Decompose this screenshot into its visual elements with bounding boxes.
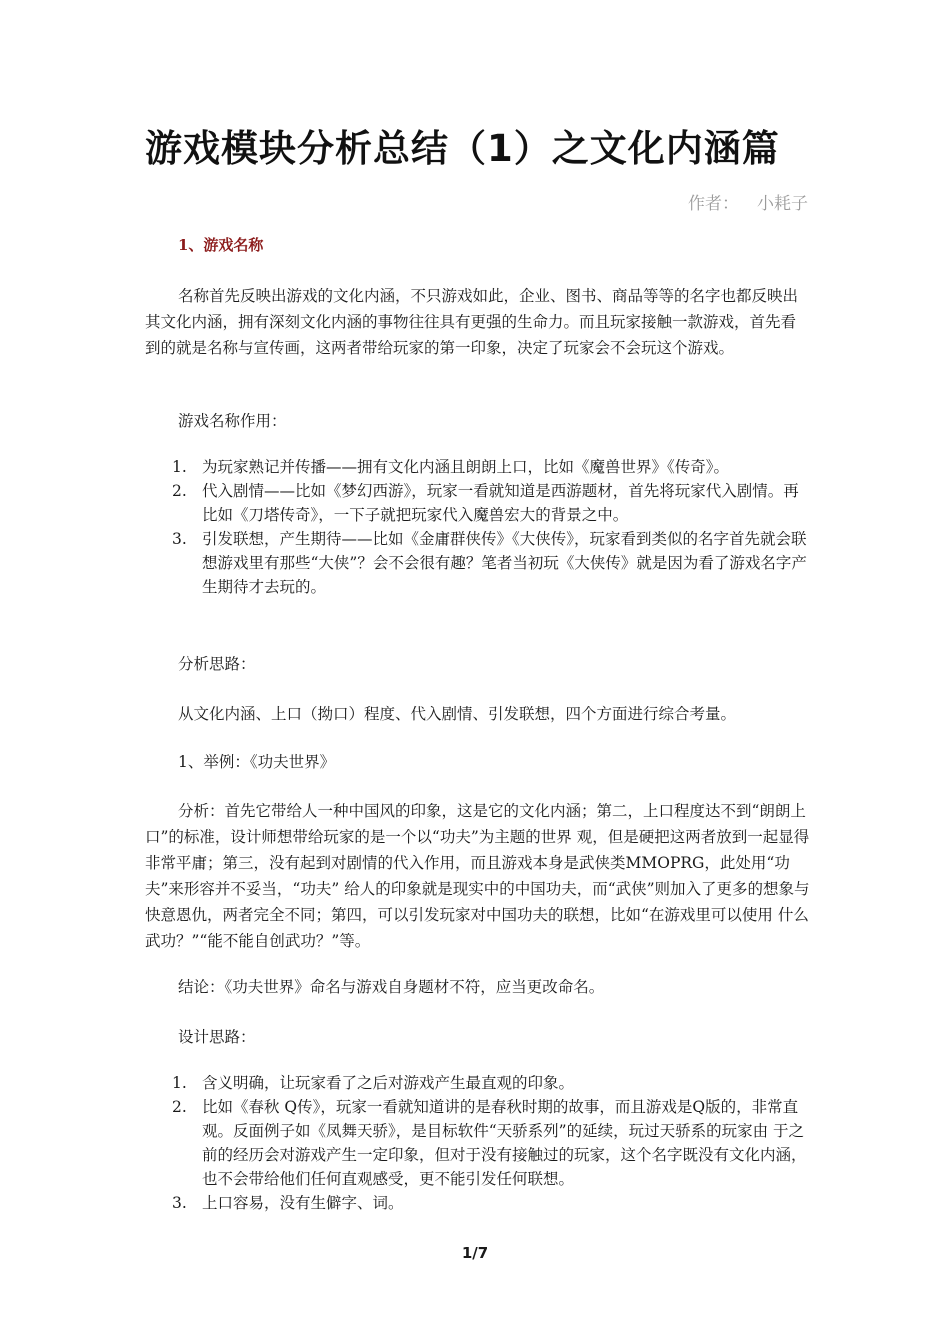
list-number: 2. (172, 482, 187, 500)
section-heading: 1、游戏名称 (178, 236, 264, 254)
list-number: 1. (172, 458, 187, 476)
list-text: 含义明确，让玩家看了之后对游戏产生最直观的印象。 (202, 1074, 575, 1092)
design-list (145, 1071, 810, 1215)
list-text: 代入剧情——比如《梦幻西游》，玩家一看就知道是西游题材，首先将玩家代入剧情。再比如《刀塔传奇》，一下子就把玩家代入魔兽宏大的背景之中。 (202, 482, 799, 524)
list-item (145, 1071, 810, 1095)
author-name: 小耗子 (757, 194, 808, 214)
list-item (145, 527, 810, 599)
list-item (145, 1191, 810, 1215)
list-number: 3. (172, 1194, 187, 1212)
analysis-label: 分析思路： (178, 655, 256, 673)
list-item (145, 479, 810, 527)
document-title: 游戏模块分析总结（1）之文化内涵篇 (145, 127, 780, 170)
page-separator: / (472, 1244, 478, 1262)
author-line (688, 189, 808, 214)
example-label: 1、举例：《功夫世界》 (178, 753, 336, 771)
intro-paragraph: 名称首先反映出游戏的文化内涵，不只游戏如此，企业、图书、商品等等的名字也都反映出其文化内涵，拥有深刻文化内涵的事物往往具有更强的生命力。而且玩家接触一款游戏，首先看到的就是名称与宣传画，这两者带给玩家的第一印象，决定了玩家会不会玩这个游戏。 (145, 287, 799, 357)
list-number: 3. (172, 530, 187, 548)
list-item (145, 1095, 810, 1191)
page-total: 7 (477, 1244, 489, 1262)
list-item (145, 455, 810, 479)
role-list (145, 455, 810, 599)
analysis-text: 从文化内涵、上口（拗口）程度、代入剧情、引发联想，四个方面进行综合考量。 (178, 705, 737, 723)
list-number: 2. (172, 1098, 187, 1116)
page-current: 1 (461, 1244, 473, 1262)
conclusion-text: 结论：《功夫世界》命名与游戏自身题材不符，应当更改命名。 (178, 978, 605, 996)
author-label: 作者： (688, 194, 739, 214)
list-text: 引发联想，产生期待——比如《金庸群侠传》《大侠传》，玩家看到类似的名字首先就会联想游戏里有那些“大侠”？会不会很有趣？笔者当初玩《大侠传》就是因为看了游戏名字产生期待才去玩的。 (202, 530, 807, 596)
design-label: 设计思路： (178, 1028, 256, 1046)
list-text: 为玩家熟记并传播——拥有文化内涵且朗朗上口，比如《魔兽世界》《传奇》。 (202, 458, 730, 476)
page-number (0, 1244, 950, 1262)
list-text: 比如《春秋 Q传》，玩家一看就知道讲的是春秋时期的故事，而且游戏是Q版的，非常直观。反面例子如《凤舞天骄》，是目标软件“天骄系列”的延续，玩过天骄系的玩家由 于之前的经历会对游戏产生一定印象，但对于没有接触过的玩家，这个名字既没有文化内涵，也不会带给他们任何直观感受，更不能引发任何联想。 (202, 1098, 807, 1188)
role-label: 游戏名称作用： (178, 412, 287, 430)
list-text: 上口容易，没有生僻字、词。 (202, 1194, 404, 1212)
example-analysis: 分析：首先它带给人一种中国风的印象，这是它的文化内涵；第二，上口程度达不到“朗朗上口”的标准，设计师想带给玩家的是一个以“功夫”为主题的世界 观，但是硬把这两者放到一起显得非常平庸；第三，没有起到对剧情的代入作用，而且游戏本身是武侠类MMOPRG，此处用“功夫”来形容并不妥当，“功夫” 给人的印象就是现实中的中国功夫，而“武侠”则加入了更多的想象与快意恩仇，两者完全不同；第四，可以引发玩家对中国功夫的联想，比如“在游戏里可以使用 什么武功？”“能不能自创武功？”等。 (145, 802, 810, 950)
list-number: 1. (172, 1074, 187, 1092)
